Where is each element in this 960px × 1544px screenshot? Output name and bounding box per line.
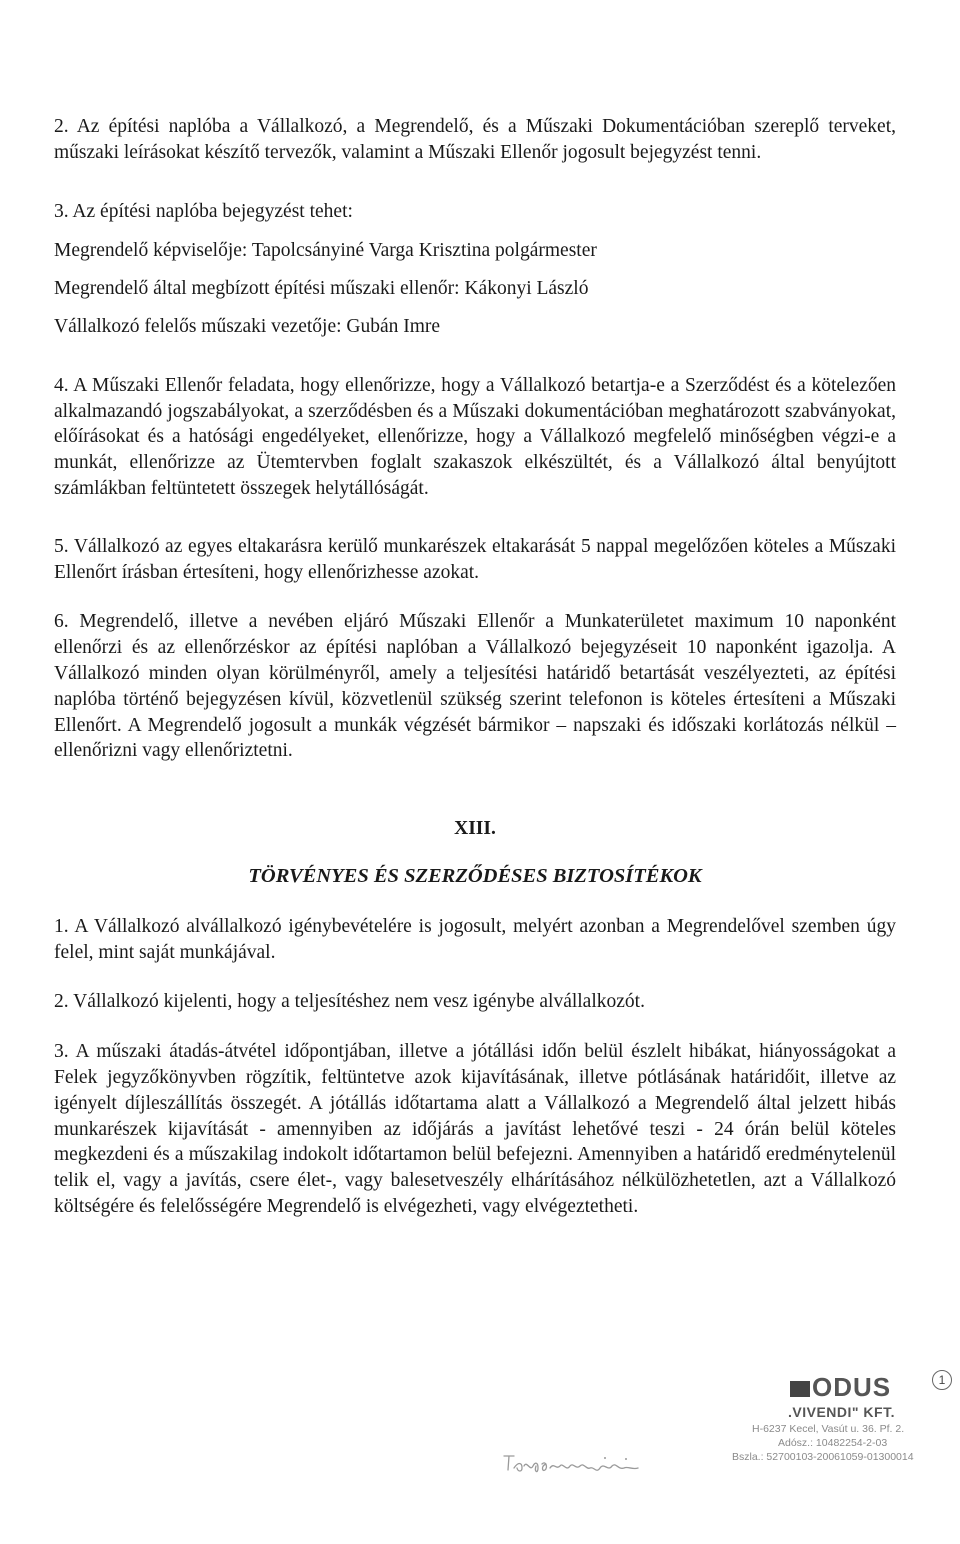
representative-client: Megrendelő képviselője: Tapolcsányiné Varga Krisztina polgármester	[54, 240, 597, 262]
representative-inspector: Megrendelő által megbízott építési műszaki ellenőr: Kákonyi László	[54, 278, 589, 300]
stamp-company-name: .VIVENDI" KFT.	[788, 1404, 895, 1420]
paragraph-5: 5. Vállalkozó az egyes eltakarásra kerülő munkarészek eltakarását 5 nappal megelőzően köteles a Műszaki Ellenőrt írásban értesíteni, hogy ellenőrizhesse azokat.	[54, 535, 896, 583]
paragraph-6: 6. Megrendelő, illetve a nevében eljáró Műszaki Ellenőr a Munkaterületet maximum 10 naponként ellenőrzi és az ellenőrzéskor az építési naplóban a Vállalkozó bejegyzéseit 10 naponként igazolja. A Vállalkozó minden olyan körülményről, amely a teljesítési határidő betartását veszélyezteti, az építési naplóba történő bejegyzésen kívül, közvetlenül szükség szerint telefonon is köteles értesíteni a Műszaki Ellenőrt. A Megrendelő jogosult a munkák végzését bármikor – napszaki és időszaki korlátozás nélkül – ellenőrizni vagy ellenőriztetni.	[54, 611, 896, 762]
paragraph-2: 2. Az építési naplóba a Vállalkozó, a Megrendelő, és a Műszaki Dokumentációban szereplő terveket, műszaki leírásokat készítő tervezők, valamint a Műszaki Ellenőr jogosult bejegyzést tenni.	[54, 116, 896, 163]
handwritten-signature	[500, 1448, 660, 1478]
stamp-address: H-6237 Kecel, Vasút u. 36. Pf. 2.	[752, 1423, 905, 1435]
stamp-bank-account: Bszla.: 52700103-20061059-01300014	[732, 1451, 914, 1463]
representative-contractor: Vállalkozó felelős műszaki vezetője: Gubán Imre	[54, 315, 441, 337]
paragraph-3: 3. Az építési naplóba bejegyzést tehet:	[54, 200, 353, 222]
stamp-tax-number: Adósz.: 10482254-2-03	[778, 1437, 888, 1449]
document-page	[54, 114, 896, 1220]
section-title: TÖRVÉNYES ÉS SZERZŐDÉSES BIZTOSÍTÉKOK	[248, 864, 702, 887]
logo-mark-icon	[790, 1381, 810, 1397]
stamp-logo	[790, 1372, 891, 1403]
section-number: XIII.	[454, 818, 496, 840]
section-paragraph-2: 2. Vállalkozó kijelenti, hogy a teljesítéshez nem vesz igénybe alvállalkozót.	[54, 991, 645, 1013]
section-paragraph-1: 1. A Vállalkozó alvállalkozó igénybevételére is jogosult, melyért azonban a Megrendelővel szemben úgy felel, mint saját munkájával.	[54, 915, 896, 963]
stamp-logo-text: ODUS	[812, 1372, 892, 1402]
page-number-circle: 1	[932, 1370, 952, 1390]
paragraph-4: 4. A Műszaki Ellenőr feladata, hogy ellenőrizze, hogy a Vállalkozó betartja-e a Szerződést és a kötelezően alkalmazandó jogszabályokat, a szerződésben és a Műszaki dokumentációban meghatározott szabványokat, előírásokat és a hatósági engedélyeket, ellenőrizze, hogy a Vállalkozó megfelelő minőségben végzi-e a munkát, ellenőrizze az Ütemtervben foglalt szakaszok elkészültét, és a Vállalkozó által benyújtott számlákban feltüntetett összegek helytállóságát.	[54, 374, 896, 499]
section-paragraph-3: 3. A műszaki átadás-átvétel időpontjában, illetve a jótállási időn belül észlelt hibákat, hiányosságokat a Felek jegyzőkönyvben rögzítik, feltüntetve azok kijavításának, illetve pótlásának határidőit, illetve az igényelt díjleszállítás összegét. A jótállás időtartama alatt a Vállalkozó a Megrendelő által jelzett hibás munkarészek kijavítását - amennyiben az időjárás a javítást lehetővé teszi - 24 órán belül köteles megkezdeni és a műszakilag indokolt időtartamon belül befejezni. Amennyiben a határidő eredménytelenül telik el, vagy a javítás, csere élet-, vagy balesetveszély elhárításához nélkülözhetetlen, azt a Vállalkozó költségére és felelősségére Megrendelő is elvégezheti, vagy elvégeztetheti.	[54, 1041, 896, 1217]
